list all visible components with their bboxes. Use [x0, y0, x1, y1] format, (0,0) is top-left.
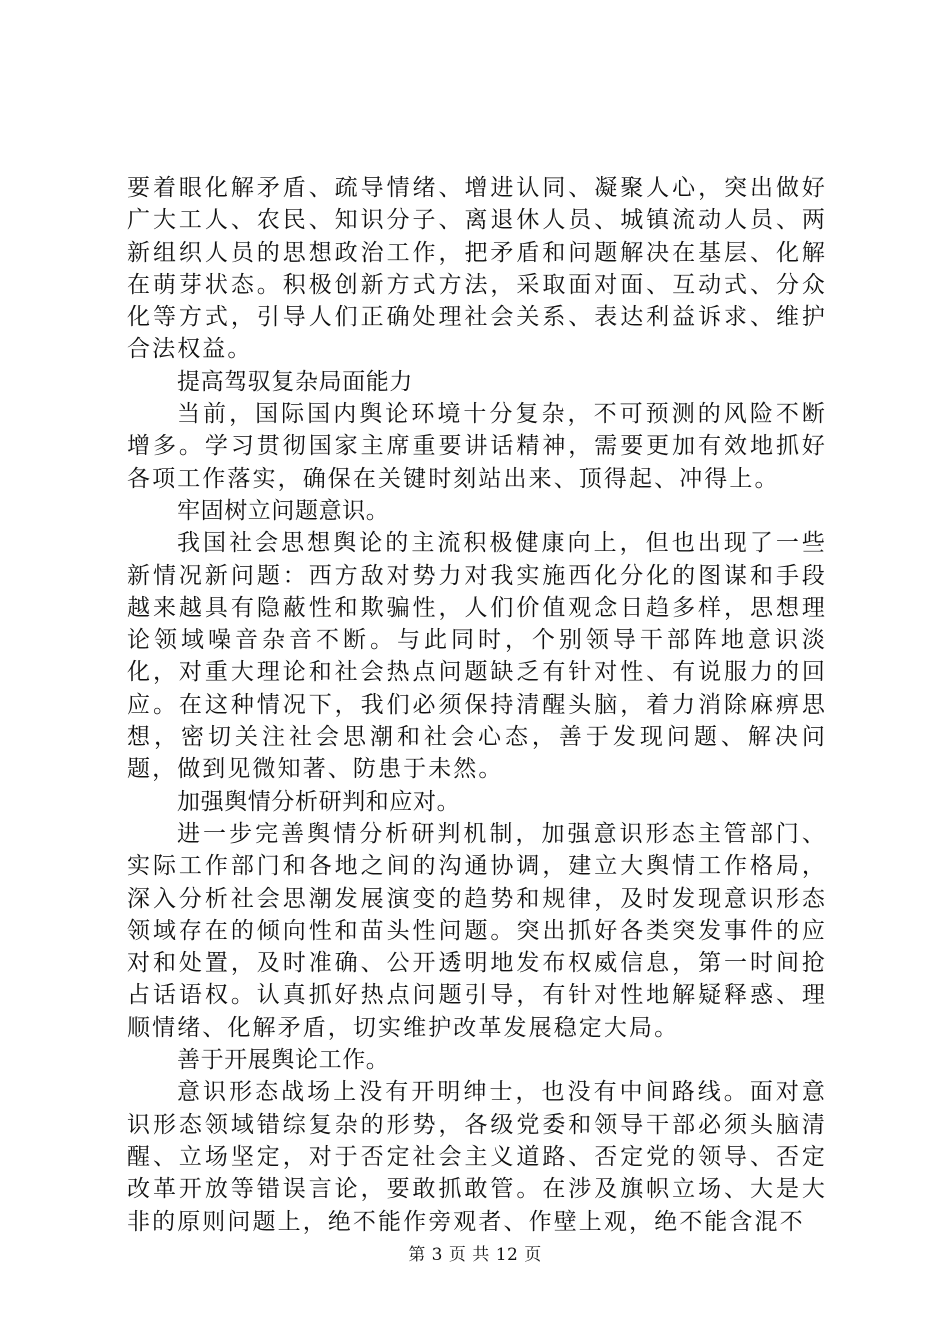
document-body [127, 172, 827, 1238]
body-paragraph: 当前，国际国内舆论环境十分复杂，不可预测的风险不断增多。学习贯彻国家主席重要讲话精神，需要更加有效地抓好各项工作落实，确保在关键时刻站出来、顶得起、冲得上。 [127, 401, 827, 492]
section-heading: 牢固树立问题意识。 [177, 497, 390, 524]
section-heading: 善于开展舆论工作。 [177, 1047, 390, 1074]
body-paragraph: 要着眼化解矛盾、疏导情绪、增进认同、凝聚人心，突出做好广大工人、农民、知识分子、离退休人员、城镇流动人员、两新组织人员的思想政治工作，把矛盾和问题解决在基层、化解在萌芽状态。积极创新方式方法，采取面对面、互动式、分众化等方式，引导人们正确处理社会关系、表达利益诉求、维护合法权益。 [127, 175, 827, 363]
section-heading: 加强舆情分析研判和应对。 [177, 788, 461, 815]
body-paragraph: 意识形态战场上没有开明绅士，也没有中间路线。面对意识形态领域错综复杂的形势，各级党委和领导干部必须头脑清醒、立场坚定，对于否定社会主义道路、否定党的领导、否定改革开放等错误言论，要敢抓敢管。在涉及旗帜立场、大是大非的原则问题上，绝不能作旁观者、作壁上观，绝不能含混不 [127, 1079, 827, 1235]
page-footer: 第 3 页 共 12 页 [408, 1245, 542, 1265]
section-heading: 提高驾驭复杂局面能力 [177, 368, 413, 395]
body-paragraph: 我国社会思想舆论的主流积极健康向上，但也出现了一些新情况新问题：西方敌对势力对我实施西化分化的图谋和手段越来越具有隐蔽性和欺骗性，人们价值观念日趋多样，思想理论领域噪音杂音不断。与此同时，个别领导干部阵地意识淡化，对重大理论和社会热点问题缺乏有针对性、有说服力的回应。在这种情况下，我们必须保持清醒头脑，着力消除麻痹思想，密切关注社会思潮和社会心态，善于发现问题、解决问题，做到见微知著、防患于未然。 [127, 530, 827, 783]
body-paragraph: 进一步完善舆情分析研判机制，加强意识形态主管部门、实际工作部门和各地之间的沟通协调，建立大舆情工作格局，深入分析社会思潮发展演变的趋势和规律，及时发现意识形态领域存在的倾向性和苗头性问题。突出抓好各类突发事件的应对和处置，及时准确、公开透明地发布权威信息，第一时间抢占话语权。认真抓好热点问题引导，有针对性地解疑释惑、理顺情绪、化解矛盾，切实维护改革发展稳定大局。 [127, 820, 827, 1041]
